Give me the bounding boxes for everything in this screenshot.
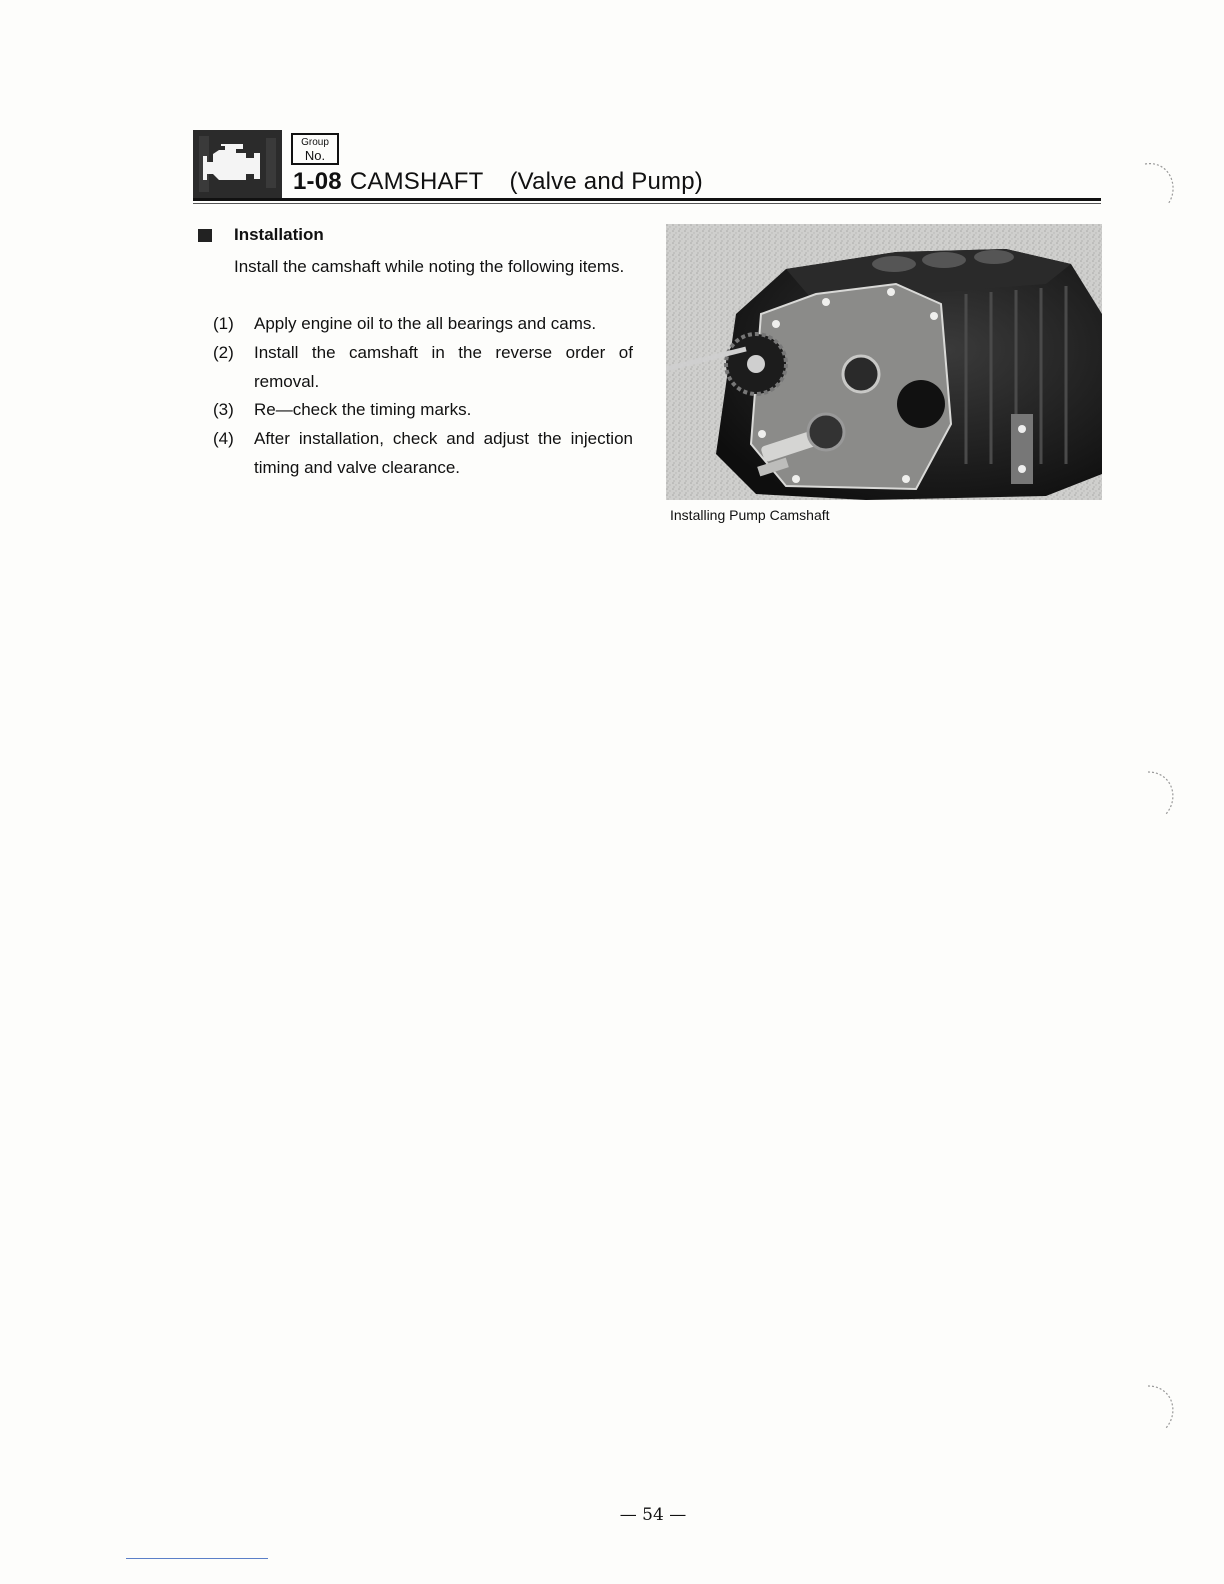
binder-hole-icon [1140,1382,1180,1432]
step-marker: (2) [213,343,234,362]
step-text: After installation, check and adjust the injection timing and valve clearance. [254,429,633,477]
installation-intro: Install the camshaft while noting the following items. [234,257,625,276]
figure-caption: Installing Pump Camshaft [670,507,830,523]
step-item [213,424,633,482]
step-marker: (4) [213,429,234,448]
binder-hole-icon [1140,768,1180,818]
step-text: Re—check the timing marks. [254,400,472,419]
page-title [293,168,703,196]
installation-heading: Installation [234,225,324,244]
square-bullet-icon [198,229,212,242]
step-marker: (3) [213,400,234,419]
section-number: 1-08 [293,168,342,195]
header-rule [193,198,1101,201]
engine-photo [666,224,1102,500]
step-item [213,395,633,424]
page-number: — 54 — [619,1505,687,1525]
step-item [213,338,633,396]
step-text: Apply engine oil to the all bearings and cams. [254,314,597,333]
engine-icon [193,130,282,198]
binder-hole-icon [1140,158,1180,208]
group-label: Group [301,137,329,148]
step-text: Install the camshaft in the reverse order of removal. [254,343,633,391]
section-name: CAMSHAFT [349,168,484,195]
number-label: No. [304,148,326,163]
step-marker: (1) [213,314,234,333]
header-rule-thin [193,203,1101,204]
section-subtitle: (Valve and Pump) [509,168,703,195]
group-number-box [291,133,339,165]
bottom-rule [126,1558,268,1559]
step-item [213,309,633,338]
